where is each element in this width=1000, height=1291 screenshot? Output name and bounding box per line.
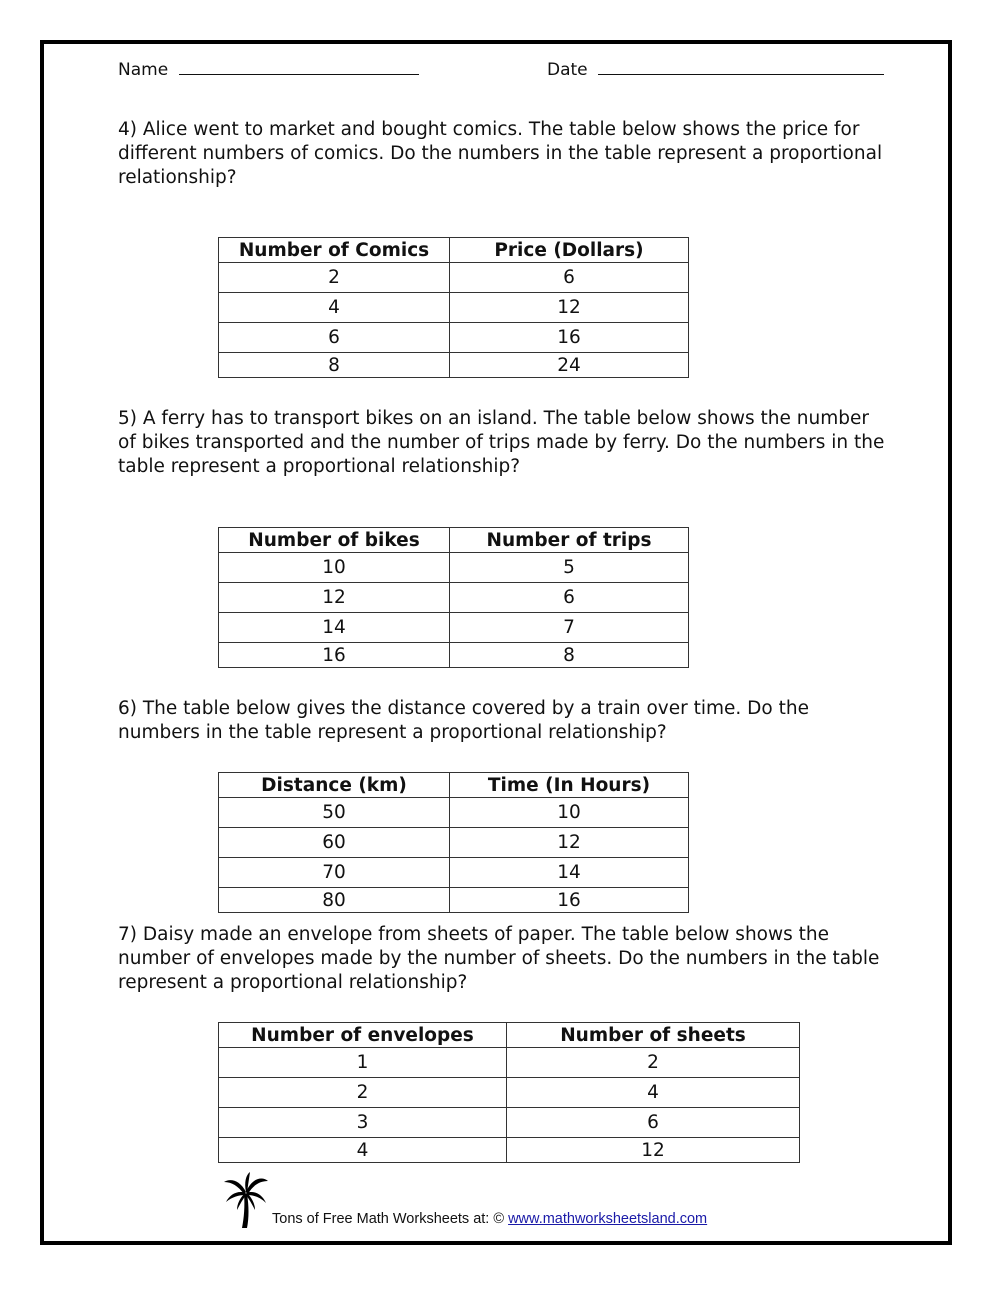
column-header: Distance (km) bbox=[219, 773, 450, 798]
table-cell: 4 bbox=[219, 1138, 507, 1163]
table-envelopes bbox=[218, 1022, 800, 1163]
date-blank-line bbox=[598, 58, 884, 75]
table-distance bbox=[218, 772, 689, 913]
table-row bbox=[219, 828, 689, 858]
table-cell: 12 bbox=[507, 1138, 800, 1163]
column-header: Number of bikes bbox=[219, 528, 450, 553]
table-row bbox=[219, 613, 689, 643]
table-row bbox=[219, 643, 689, 668]
question-6-text: 6) The table below gives the distance covered by a train over time. Do the numbers in the table represent a proportional relationship? bbox=[118, 698, 809, 743]
table-row bbox=[219, 798, 689, 828]
table-cell: 4 bbox=[219, 293, 450, 323]
column-header: Number of envelopes bbox=[219, 1023, 507, 1048]
date-label: Date bbox=[547, 60, 588, 80]
table-cell: 12 bbox=[219, 583, 450, 613]
table-header-row bbox=[219, 1023, 800, 1048]
palm-tree-icon bbox=[222, 1172, 270, 1230]
table-cell: 70 bbox=[219, 858, 450, 888]
question-4-text: 4) Alice went to market and bought comics. The table below shows the price for different numbers of comics. Do the numbers in the table represent a proportional relationship? bbox=[118, 119, 883, 188]
table-cell: 2 bbox=[219, 1078, 507, 1108]
table-cell: 5 bbox=[450, 553, 689, 583]
table-header-row bbox=[219, 773, 689, 798]
table-cell: 7 bbox=[450, 613, 689, 643]
table-cell: 14 bbox=[219, 613, 450, 643]
table-cell: 80 bbox=[219, 888, 450, 913]
table-cell: 2 bbox=[507, 1048, 800, 1078]
table-cell: 6 bbox=[450, 263, 689, 293]
footer-link[interactable]: www.mathworksheetsland.com bbox=[508, 1211, 708, 1227]
table-row bbox=[219, 583, 689, 613]
table-cell: 6 bbox=[450, 583, 689, 613]
table-cell: 1 bbox=[219, 1048, 507, 1078]
table-bikes bbox=[218, 527, 689, 668]
table-cell: 16 bbox=[450, 888, 689, 913]
date-field bbox=[547, 58, 884, 80]
footer-text: Tons of Free Math Worksheets at: © bbox=[272, 1211, 505, 1227]
table-cell: 8 bbox=[450, 643, 689, 668]
table-row bbox=[219, 1138, 800, 1163]
table-row bbox=[219, 1108, 800, 1138]
table-comics bbox=[218, 237, 689, 378]
table-cell: 6 bbox=[219, 323, 450, 353]
column-header: Number of sheets bbox=[507, 1023, 800, 1048]
table-cell: 14 bbox=[450, 858, 689, 888]
question-7-text: 7) Daisy made an envelope from sheets of paper. The table below shows the number of envelopes made by the number of sheets. Do the numbers in the table represent a proportional relationship? bbox=[118, 924, 880, 993]
table-cell: 16 bbox=[219, 643, 450, 668]
column-header: Time (In Hours) bbox=[450, 773, 689, 798]
table-cell: 2 bbox=[219, 263, 450, 293]
table-cell: 10 bbox=[219, 553, 450, 583]
table-row bbox=[219, 293, 689, 323]
table-row bbox=[219, 263, 689, 293]
table-row bbox=[219, 553, 689, 583]
table-cell: 8 bbox=[219, 353, 450, 378]
table-cell: 12 bbox=[450, 293, 689, 323]
table-row bbox=[219, 323, 689, 353]
name-field bbox=[118, 58, 419, 80]
table-cell: 50 bbox=[219, 798, 450, 828]
table-cell: 60 bbox=[219, 828, 450, 858]
table-header-row bbox=[219, 528, 689, 553]
table-row bbox=[219, 1048, 800, 1078]
column-header: Number of trips bbox=[450, 528, 689, 553]
question-5-text: 5) A ferry has to transport bikes on an island. The table below shows the number of bikes transported and the number of trips made by ferry. Do the numbers in the table represent a proportional relationship? bbox=[118, 408, 885, 477]
column-header: Price (Dollars) bbox=[450, 238, 689, 263]
table-cell: 3 bbox=[219, 1108, 507, 1138]
table-row bbox=[219, 1078, 800, 1108]
name-label: Name bbox=[118, 60, 169, 80]
table-cell: 16 bbox=[450, 323, 689, 353]
table-cell: 6 bbox=[507, 1108, 800, 1138]
table-cell: 10 bbox=[450, 798, 689, 828]
table-cell: 12 bbox=[450, 828, 689, 858]
footer bbox=[272, 1211, 707, 1227]
table-row bbox=[219, 888, 689, 913]
table-row bbox=[219, 353, 689, 378]
table-cell: 4 bbox=[507, 1078, 800, 1108]
name-blank-line bbox=[179, 58, 419, 75]
table-cell: 24 bbox=[450, 353, 689, 378]
table-row bbox=[219, 858, 689, 888]
table-header-row bbox=[219, 238, 689, 263]
column-header: Number of Comics bbox=[219, 238, 450, 263]
